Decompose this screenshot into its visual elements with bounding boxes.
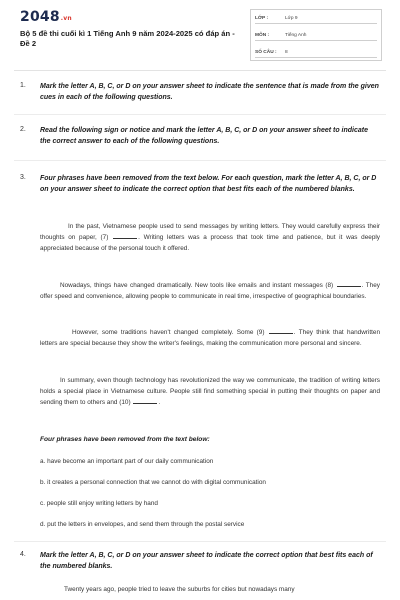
- meta-row-question-count: SỐ CÂU : 8: [255, 46, 377, 58]
- passage-paragraph-3: However, some traditions haven't changed completely. Some (9) . They think that handwritten letters are special because they show the writer's feelings, making the communication more personal and sincere.: [40, 329, 381, 348]
- divider: [14, 160, 386, 161]
- divider: [14, 541, 386, 542]
- answer-blank-8: [337, 281, 361, 287]
- page-title: Bộ 5 đề thi cuối kì 1 Tiếng Anh 9 năm 2024-2025 có đáp án - Đề 2: [20, 29, 235, 48]
- header-divider: [14, 70, 386, 71]
- site-logo[interactable]: 2048.vn: [20, 9, 72, 25]
- passage-paragraph-2: Nowadays, things have changed dramatically. New tools like emails and instant messages (8) . They offer speed and convenience, allowing people to communicate in real time, irrespective of geographical boundaries.: [40, 282, 380, 301]
- passage-paragraph-1: In the past, Vietnamese people used to send messages by writing letters. They would carefully express their thoughts on paper, (7) . Writing letters was a process that took time and patience, but it was deeply appreciated because of the personal touch it offered.: [40, 223, 381, 253]
- answer-blank-7: [113, 233, 137, 239]
- divider: [14, 114, 386, 115]
- q4-passage-line: Twenty years ago, people tried to leave the suburbs for cities but nowadays many: [64, 586, 295, 593]
- phrase-option-b: b. it creates a personal connection that we cannot do with digital communication: [40, 479, 266, 486]
- phrase-option-a: a. have become an important part of our daily communication: [40, 458, 214, 465]
- exam-info-box: [250, 9, 382, 61]
- answer-blank-9: [269, 328, 293, 334]
- answer-blank-10: [133, 398, 157, 404]
- meta-row-subject: MÔN : Tiếng Anh: [255, 29, 377, 41]
- document-page: 2048.vn Bộ 5 đề thi cuối kì 1 Tiếng Anh 9 năm 2024-2025 có đáp án - Đề 2 LỚP : Lớp 9 MÔN : Tiếng Anh SỐ CÂU : 8 1. Mark the letter A, B, C, or D on your answer sheet to indicate the sentence that is made from the given cues in each of the following questions. 2. Read the following sign or notice and mark the letter A, B, C, or D on your answer sheet to indicate the correct answer to each of the following questions. 3. Four phrases have been removed from the text below. For each question, mark the letter A, B, C, or D on your answer sheet to indicate the correct option that best fits each of the numbered blanks. In the past, Vietnamese people used to send messages by writing letters. They would carefully express their thoughts on paper, (7) . Writing letters was a process that took time and patience, but it was deeply appreciated because of the personal touch it offered. Nowadays, things have changed dramatically. New tools like emails and instant messages (8) . They offer speed and convenience, allowing people to communicate in real time, irrespective of geographical boundaries. However, some traditions haven't changed completely. Some (9) . They think that handwritten letters are special because they show the writer's feelings, making the communication more personal and sincere. In summary, even though technology has revolutionized the way we communicate, the tradition of writing letters holds a special place in Vietnamese culture. People still find something special in putting their thoughts on paper and sending them to others and (10) . Four phrases have been removed from the text below: a. have become an important part of our daily communication b. it creates a personal connection that we cannot do with digital communication c. people still enjoy writing letters by hand d. put the letters in envelopes, and send them through the postal service 4. Mark the letter A, B, C, or D on your answer sheet to indicate the correct option that best fits each of the numbered blanks. Twenty years ago, people tried to leave the suburbs for cities but nowadays many: [0, 0, 400, 600]
- meta-row-class: LỚP : Lớp 9: [255, 12, 377, 24]
- passage-paragraph-4: In summary, even though technology has revolutionized the way we communicate, the tradition of writing letters holds a special place in Vietnamese culture. People still find something special in putting their thoughts on paper and sending them to others and (10) .: [40, 377, 380, 407]
- phrase-option-c: c. people still enjoy writing letters by hand: [40, 500, 158, 507]
- document-header: [0, 0, 400, 66]
- phrase-option-d: d. put the letters in envelopes, and send them through the postal service: [40, 521, 245, 528]
- phrases-heading: Four phrases have been removed from the text below:: [40, 436, 210, 443]
